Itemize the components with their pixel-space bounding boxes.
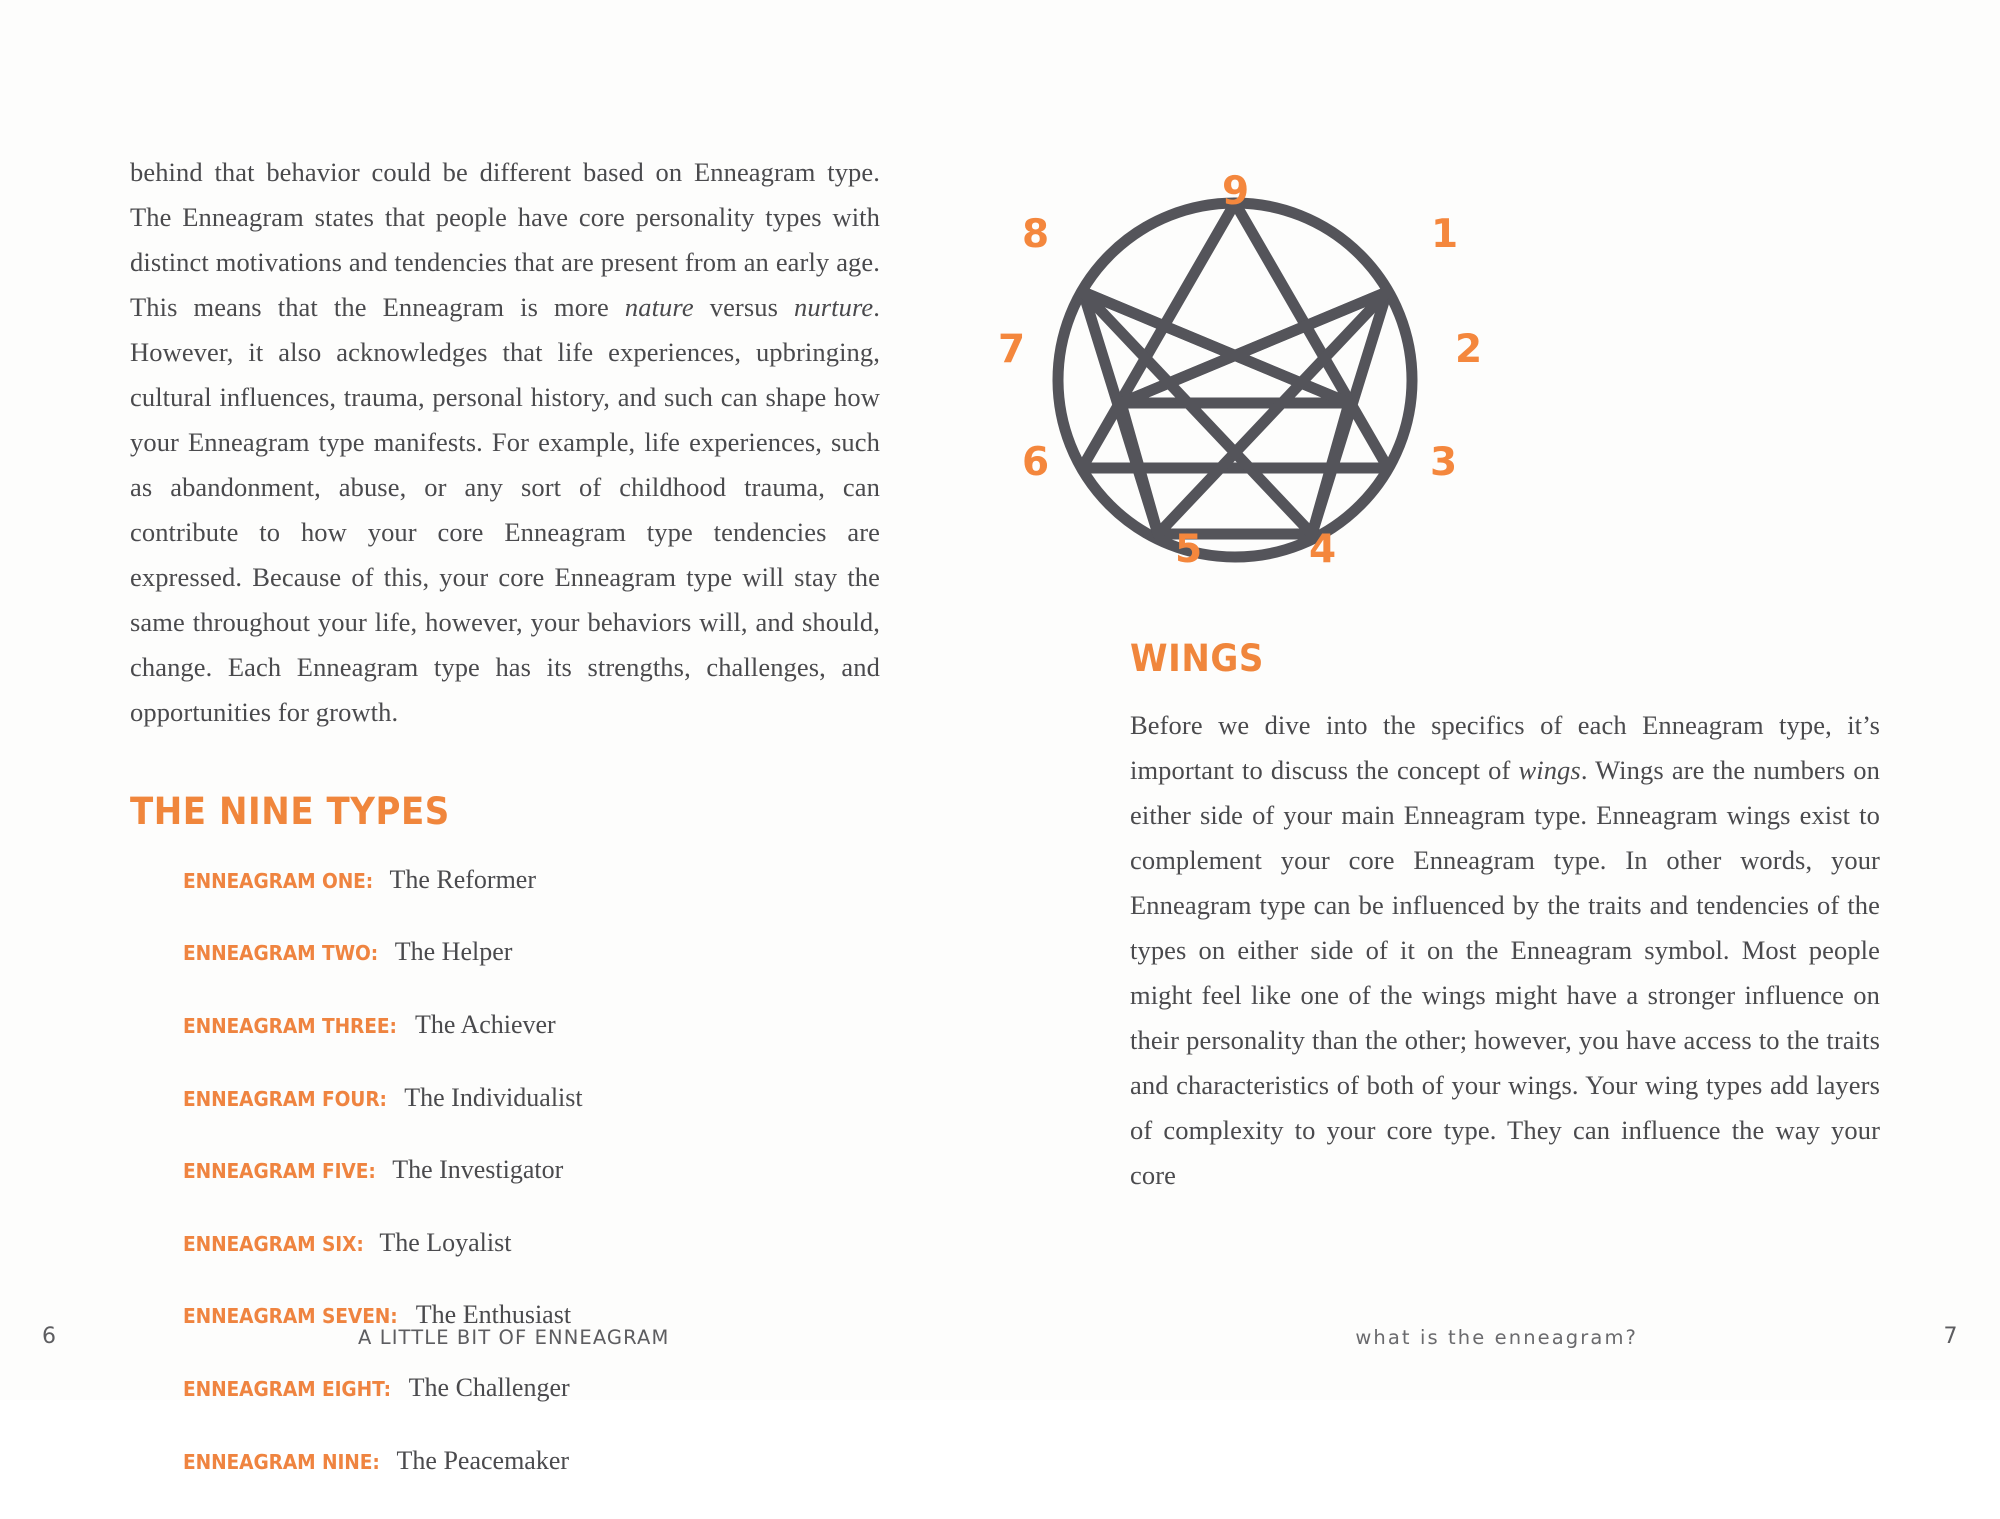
right-page-column xyxy=(1130,637,1880,1198)
type-name: The Loyalist xyxy=(379,1227,512,1257)
running-head-right: what is the enneagram? xyxy=(1355,1326,1638,1349)
wings-part-2: . Wings are the numbers on either side of your main Enneagram type. Enneagram wings exist to complement your core Enneagram type. In other words, your Enneagram type can be influenced by the traits and tendencies of the types on either side of it on the Enneagram symbol. Most people might feel like one of the wings might have a stronger influence on their personality than the other; however, you have access to the traits and characteristics of both of your wings. Your wing types add layers of complexity to your core type. They can influence the way your core xyxy=(1130,754,1880,1190)
type-label: ENNEAGRAM ONE: xyxy=(183,868,374,893)
symbol-number-3: 3 xyxy=(1430,440,1458,485)
type-label: ENNEAGRAM SEVEN: xyxy=(183,1304,398,1329)
left-page-column xyxy=(130,150,880,1519)
type-label: ENNEAGRAM NINE: xyxy=(183,1449,380,1474)
enneagram-symbol-icon xyxy=(1000,175,1470,595)
type-name: The Achiever xyxy=(414,1010,556,1040)
type-name: The Enthusiast xyxy=(415,1300,572,1330)
wings-paragraph xyxy=(1130,703,1880,1198)
list-item xyxy=(183,1156,880,1185)
type-label: ENNEAGRAM THREE: xyxy=(183,1014,397,1039)
enneagram-symbol-figure xyxy=(998,169,1483,595)
symbol-number-2: 2 xyxy=(1455,327,1483,372)
enneagram-type-list xyxy=(130,866,880,1475)
symbol-number-9: 9 xyxy=(1222,169,1250,214)
type-name: The Investigator xyxy=(392,1155,564,1185)
list-item xyxy=(183,1447,880,1476)
heading-the-nine-types: THE NINE TYPES xyxy=(130,790,450,833)
symbol-number-5: 5 xyxy=(1175,527,1203,572)
italic-wings: wings xyxy=(1518,754,1581,785)
type-name: The Individualist xyxy=(404,1082,583,1112)
symbol-number-7: 7 xyxy=(998,327,1026,372)
italic-nature: nature xyxy=(624,292,694,322)
symbol-number-1: 1 xyxy=(1431,212,1459,257)
list-item xyxy=(183,1229,880,1258)
type-name: The Peacemaker xyxy=(396,1445,570,1475)
running-head-left: A LITTLE BIT OF ENNEAGRAM xyxy=(358,1326,670,1349)
paragraph-versus: versus xyxy=(693,292,795,322)
list-item xyxy=(183,1084,880,1113)
symbol-number-8: 8 xyxy=(1022,212,1050,257)
heading-wings: WINGS xyxy=(1130,637,1264,680)
type-label: ENNEAGRAM SIX: xyxy=(183,1231,364,1256)
list-item xyxy=(183,1374,880,1403)
type-label: ENNEAGRAM FOUR: xyxy=(183,1086,387,1111)
page-footer xyxy=(0,1324,2000,1354)
wings-part-1: Before we dive into the specifics of each Enneagram type, it’s important to discuss the concept of xyxy=(1130,709,1880,785)
type-label: ENNEAGRAM FIVE: xyxy=(183,1159,376,1184)
body-paragraph-continued xyxy=(130,150,880,735)
italic-nurture: nurture xyxy=(794,292,874,322)
paragraph-part-1: behind that behavior could be different based on Enneagram type. The Enneagram states that people have core personality types with distinct motivations and tendencies that are present from an early age. This means that the Enneagram is more xyxy=(130,157,880,322)
page-number-left: 6 xyxy=(42,1324,57,1349)
list-item xyxy=(183,938,880,967)
symbol-number-6: 6 xyxy=(1022,440,1050,485)
paragraph-part-2: . However, it also acknowledges that life experiences, upbringing, cultural influences, trauma, personal history, and such can shape how your Enneagram type manifests. For example, life experiences, such as abandonment, abuse, or any sort of childhood trauma, can contribute to how your core Enneagram type tendencies are expressed. Because of this, your core Enneagram type will stay the same throughout your life, however, your behaviors will, and should, change. Each Enneagram type has its strengths, challenges, and opportunities for growth. xyxy=(130,292,880,727)
symbol-number-4: 4 xyxy=(1309,527,1337,572)
type-name: The Challenger xyxy=(408,1373,570,1402)
list-item xyxy=(183,866,880,895)
type-name: The Reformer xyxy=(389,864,536,894)
page-number-right: 7 xyxy=(1943,1324,1958,1349)
type-name: The Helper xyxy=(394,937,513,967)
type-label: ENNEAGRAM TWO: xyxy=(183,941,379,966)
type-label: ENNEAGRAM EIGHT: xyxy=(183,1377,392,1401)
list-item xyxy=(183,1011,880,1040)
